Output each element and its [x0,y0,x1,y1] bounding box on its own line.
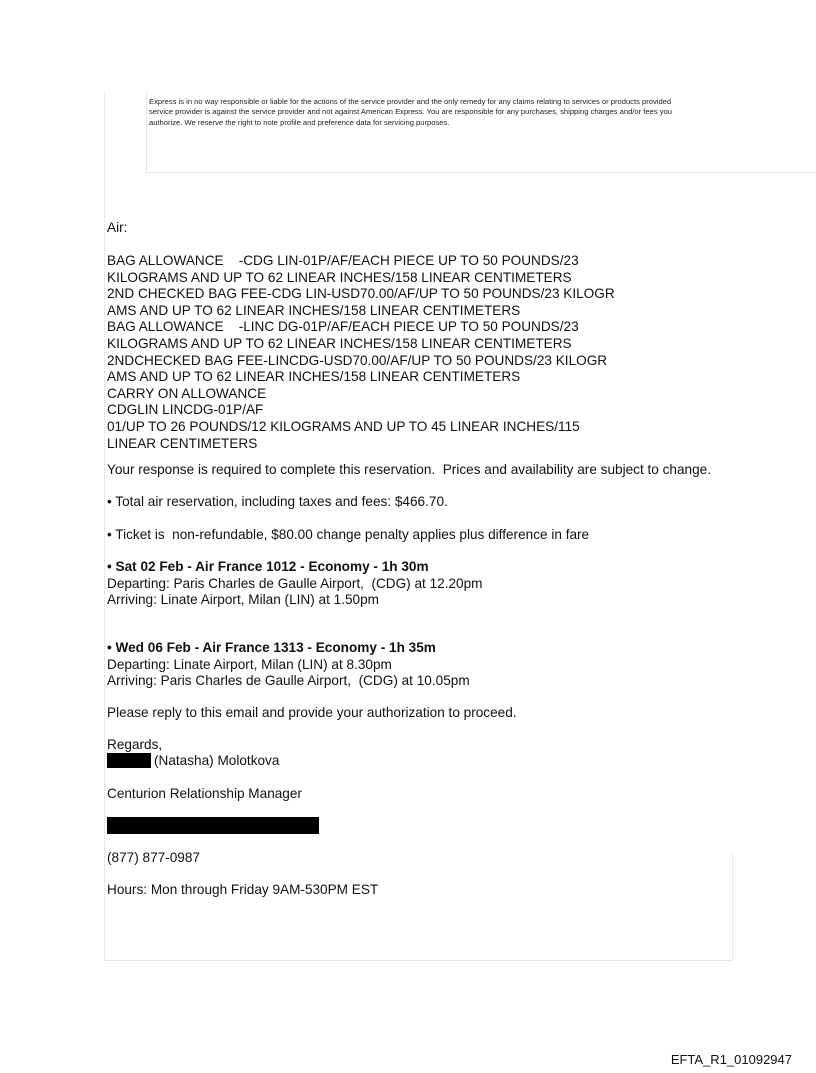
total-reservation-bullet: • Total air reservation, including taxes and fees: $466.70. [107,494,448,509]
flight-1-title: • Sat 02 Feb - Air France 1012 - Economy - 1h 30m [107,559,429,574]
bag-line: AMS AND UP TO 62 LINEAR INCHES/158 LINEAR CENTIMETERS [107,302,521,318]
response-required-text: Your response is required to complete this reservation. Prices and availability are subject to change. [107,462,711,477]
redaction-bar [107,817,319,834]
signature-hours: Hours: Mon through Friday 9AM-530PM EST [107,882,379,897]
ticket-note-bullet: • Ticket is non-refundable, $80.00 change penalty applies plus difference in fare [107,527,590,542]
bag-line: CARRY ON ALLOWANCE [107,385,267,401]
baggage-details [107,253,615,452]
air-heading: Air: [107,220,128,235]
signature-role: Centurion Relationship Manager [107,786,302,801]
bag-line: 2NDCHECKED BAG FEE-LINCDG-USD70.00/AF/UP TO 50 POUNDS/23 KILOGR [107,352,608,368]
bag-line: 2ND CHECKED BAG FEE-CDG LIN-USD70.00/AF/UP TO 50 POUNDS/23 KILOGR [107,286,615,302]
disclaimer-line: service provider is against the service provider and not against American Express. You are responsible for any purchases, shipping charges and/or fees you [149,107,672,117]
bag-line: 01/UP TO 26 POUNDS/12 KILOGRAMS AND UP TO 45 LINEAR INCHES/115 [107,418,580,434]
bag-line: LINEAR CENTIMETERS [107,435,258,451]
bag-line: KILOGRAMS AND UP TO 62 LINEAR INCHES/158 LINEAR CENTIMETERS [107,269,572,285]
redaction-bar [107,753,151,768]
bag-line: AMS AND UP TO 62 LINEAR INCHES/158 LINEAR CENTIMETERS [107,369,521,385]
flight-1-arriving: Arriving: Linate Airport, Milan (LIN) at 1.50pm [107,592,379,607]
signature-phone: (877) 877-0987 [107,850,200,865]
flight-1-departing: Departing: Paris Charles de Gaulle Airport, (CDG) at 12.20pm [107,575,483,591]
disclaimer-text [149,97,816,128]
flight-2-title: • Wed 06 Feb - Air France 1313 - Economy - 1h 35m [107,640,436,655]
flight-2 [107,640,470,690]
flight-1 [107,559,483,609]
signature-regards: Regards, [107,737,163,752]
document-id: EFTA_R1_01092947 [670,1052,792,1067]
disclaimer-line: Express is in no way responsible or liable for the actions of the service provider and the only remedy for any claims relating to services or products provided [149,97,672,106]
flight-2-departing: Departing: Linate Airport, Milan (LIN) at 8.30pm [107,656,392,672]
frame-divider [732,855,733,960]
signature-name: (Natasha) Molotkova [154,753,280,768]
bag-line: KILOGRAMS AND UP TO 62 LINEAR INCHES/158 LINEAR CENTIMETERS [107,335,572,351]
bag-line: BAG ALLOWANCE -LINC DG-01P/AF/EACH PIECE UP TO 50 POUNDS/23 [107,319,579,335]
bag-line: CDGLIN LINCDG-01P/AF [107,402,264,418]
reply-request-text: Please reply to this email and provide your authorization to proceed. [107,705,517,720]
flight-2-arriving: Arriving: Paris Charles de Gaulle Airport, (CDG) at 10.05pm [107,673,470,688]
disclaimer-line: authorize. We reserve the right to note profile and preference data for servicing purposes. [149,117,450,127]
bag-line: BAG ALLOWANCE -CDG LIN-01P/AF/EACH PIECE UP TO 50 POUNDS/23 [107,253,579,268]
